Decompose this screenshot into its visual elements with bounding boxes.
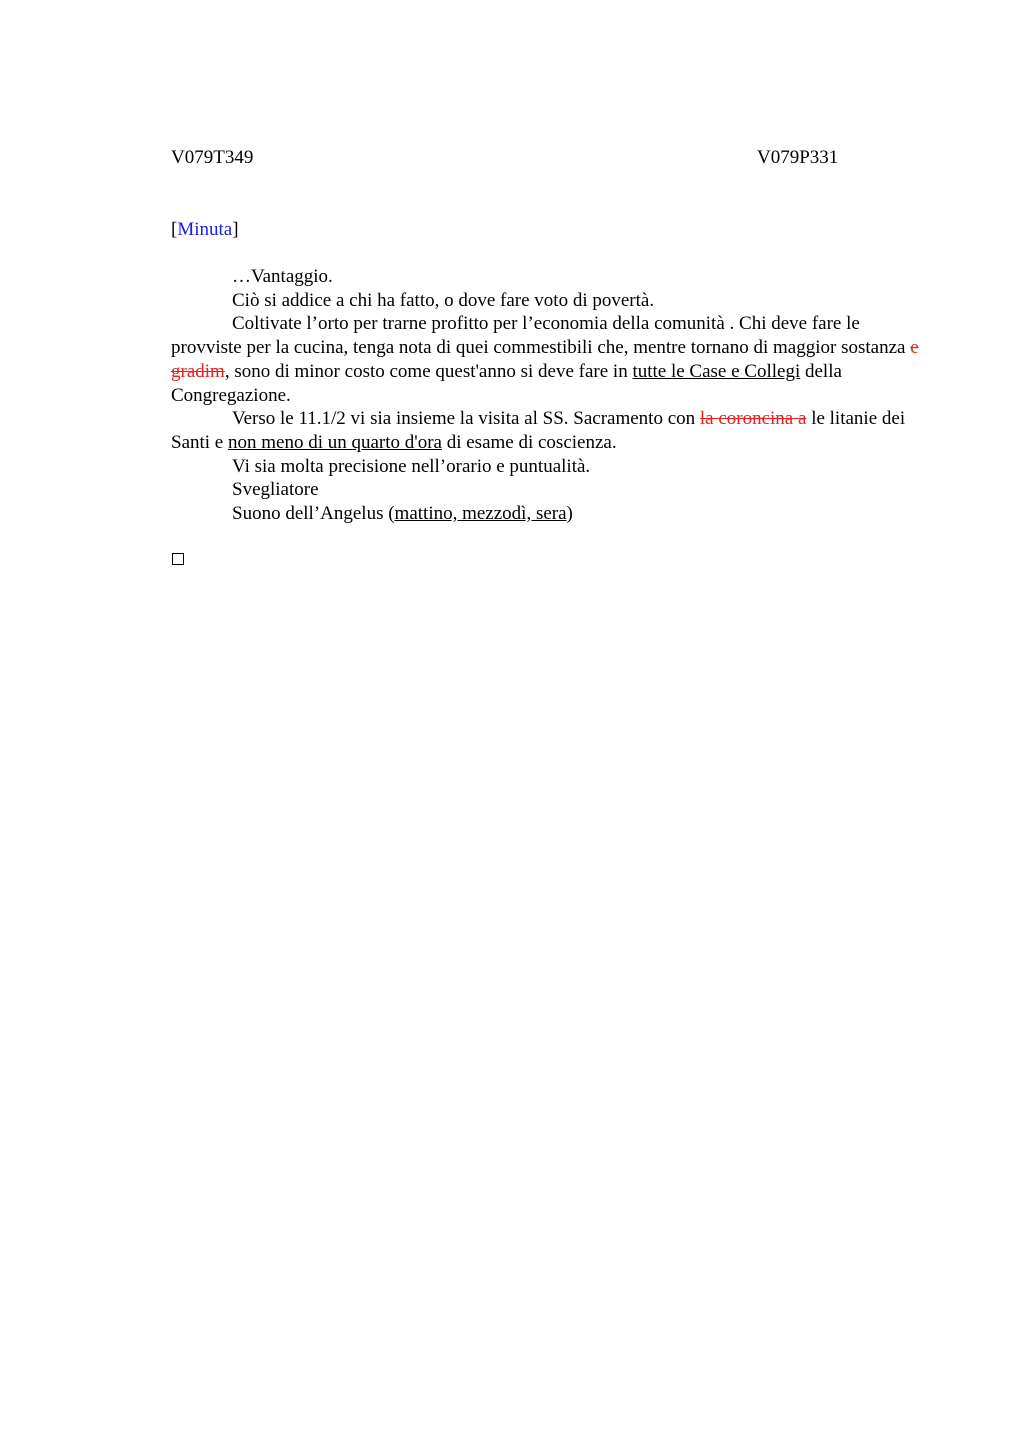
paragraph-7-text-a: Suono dell’Angelus (: [232, 503, 395, 525]
deleted-text: la coroncina a: [699, 408, 807, 430]
open-bracket: [: [171, 219, 178, 240]
deleted-text: e gradim: [171, 337, 919, 382]
paragraph-3-text-c: della Congregazione.: [171, 360, 842, 406]
paragraph-7-text-b: ): [566, 503, 573, 525]
paragraph-4: [171, 407, 919, 454]
paragraph-5: Vi sia molta precisione nell’orario e puntualità.: [232, 455, 591, 477]
document-code-right: V079P331: [757, 147, 839, 168]
underlined-text: mattino, mezzodì, sera: [394, 503, 567, 525]
underlined-text: tutte le Case e Collegi: [632, 360, 801, 382]
minuta-label: Minuta: [177, 219, 233, 240]
document-type-label: [171, 218, 239, 242]
paragraph-3-text-a: Coltivate l’orto per trarne profitto per l’economia della comunità . Chi deve fare le provviste per la cucina, tenga nota di quei commestibili che, mentre tornano di maggior sostanza: [171, 313, 911, 359]
paragraph-4-text-b: le litanie dei Santi e: [171, 408, 906, 453]
paragraph-1: …Vantaggio.: [232, 266, 333, 287]
document-code-left: V079T349: [171, 147, 254, 168]
paragraph-3-text-b: , sono di minor costo come quest'anno si deve fare in: [224, 360, 633, 382]
paragraph-3: [171, 312, 919, 407]
paragraph-6: Svegliatore: [232, 479, 319, 501]
document-body: [171, 265, 919, 526]
paragraph-4-text-a: Verso le 11.1/2 vi sia insieme la visita al SS. Sacramento con: [232, 408, 700, 430]
paragraph-2: Ciò si addice a chi ha fatto, o dove fare voto di povertà.: [232, 289, 655, 311]
paragraph-7: [171, 502, 919, 526]
close-bracket: ]: [232, 219, 239, 240]
paragraph-4-text-c: di esame di coscienza.: [441, 431, 617, 453]
end-of-document-square-icon: [172, 553, 184, 565]
underlined-text: non meno di un quarto d'ora: [228, 431, 442, 453]
